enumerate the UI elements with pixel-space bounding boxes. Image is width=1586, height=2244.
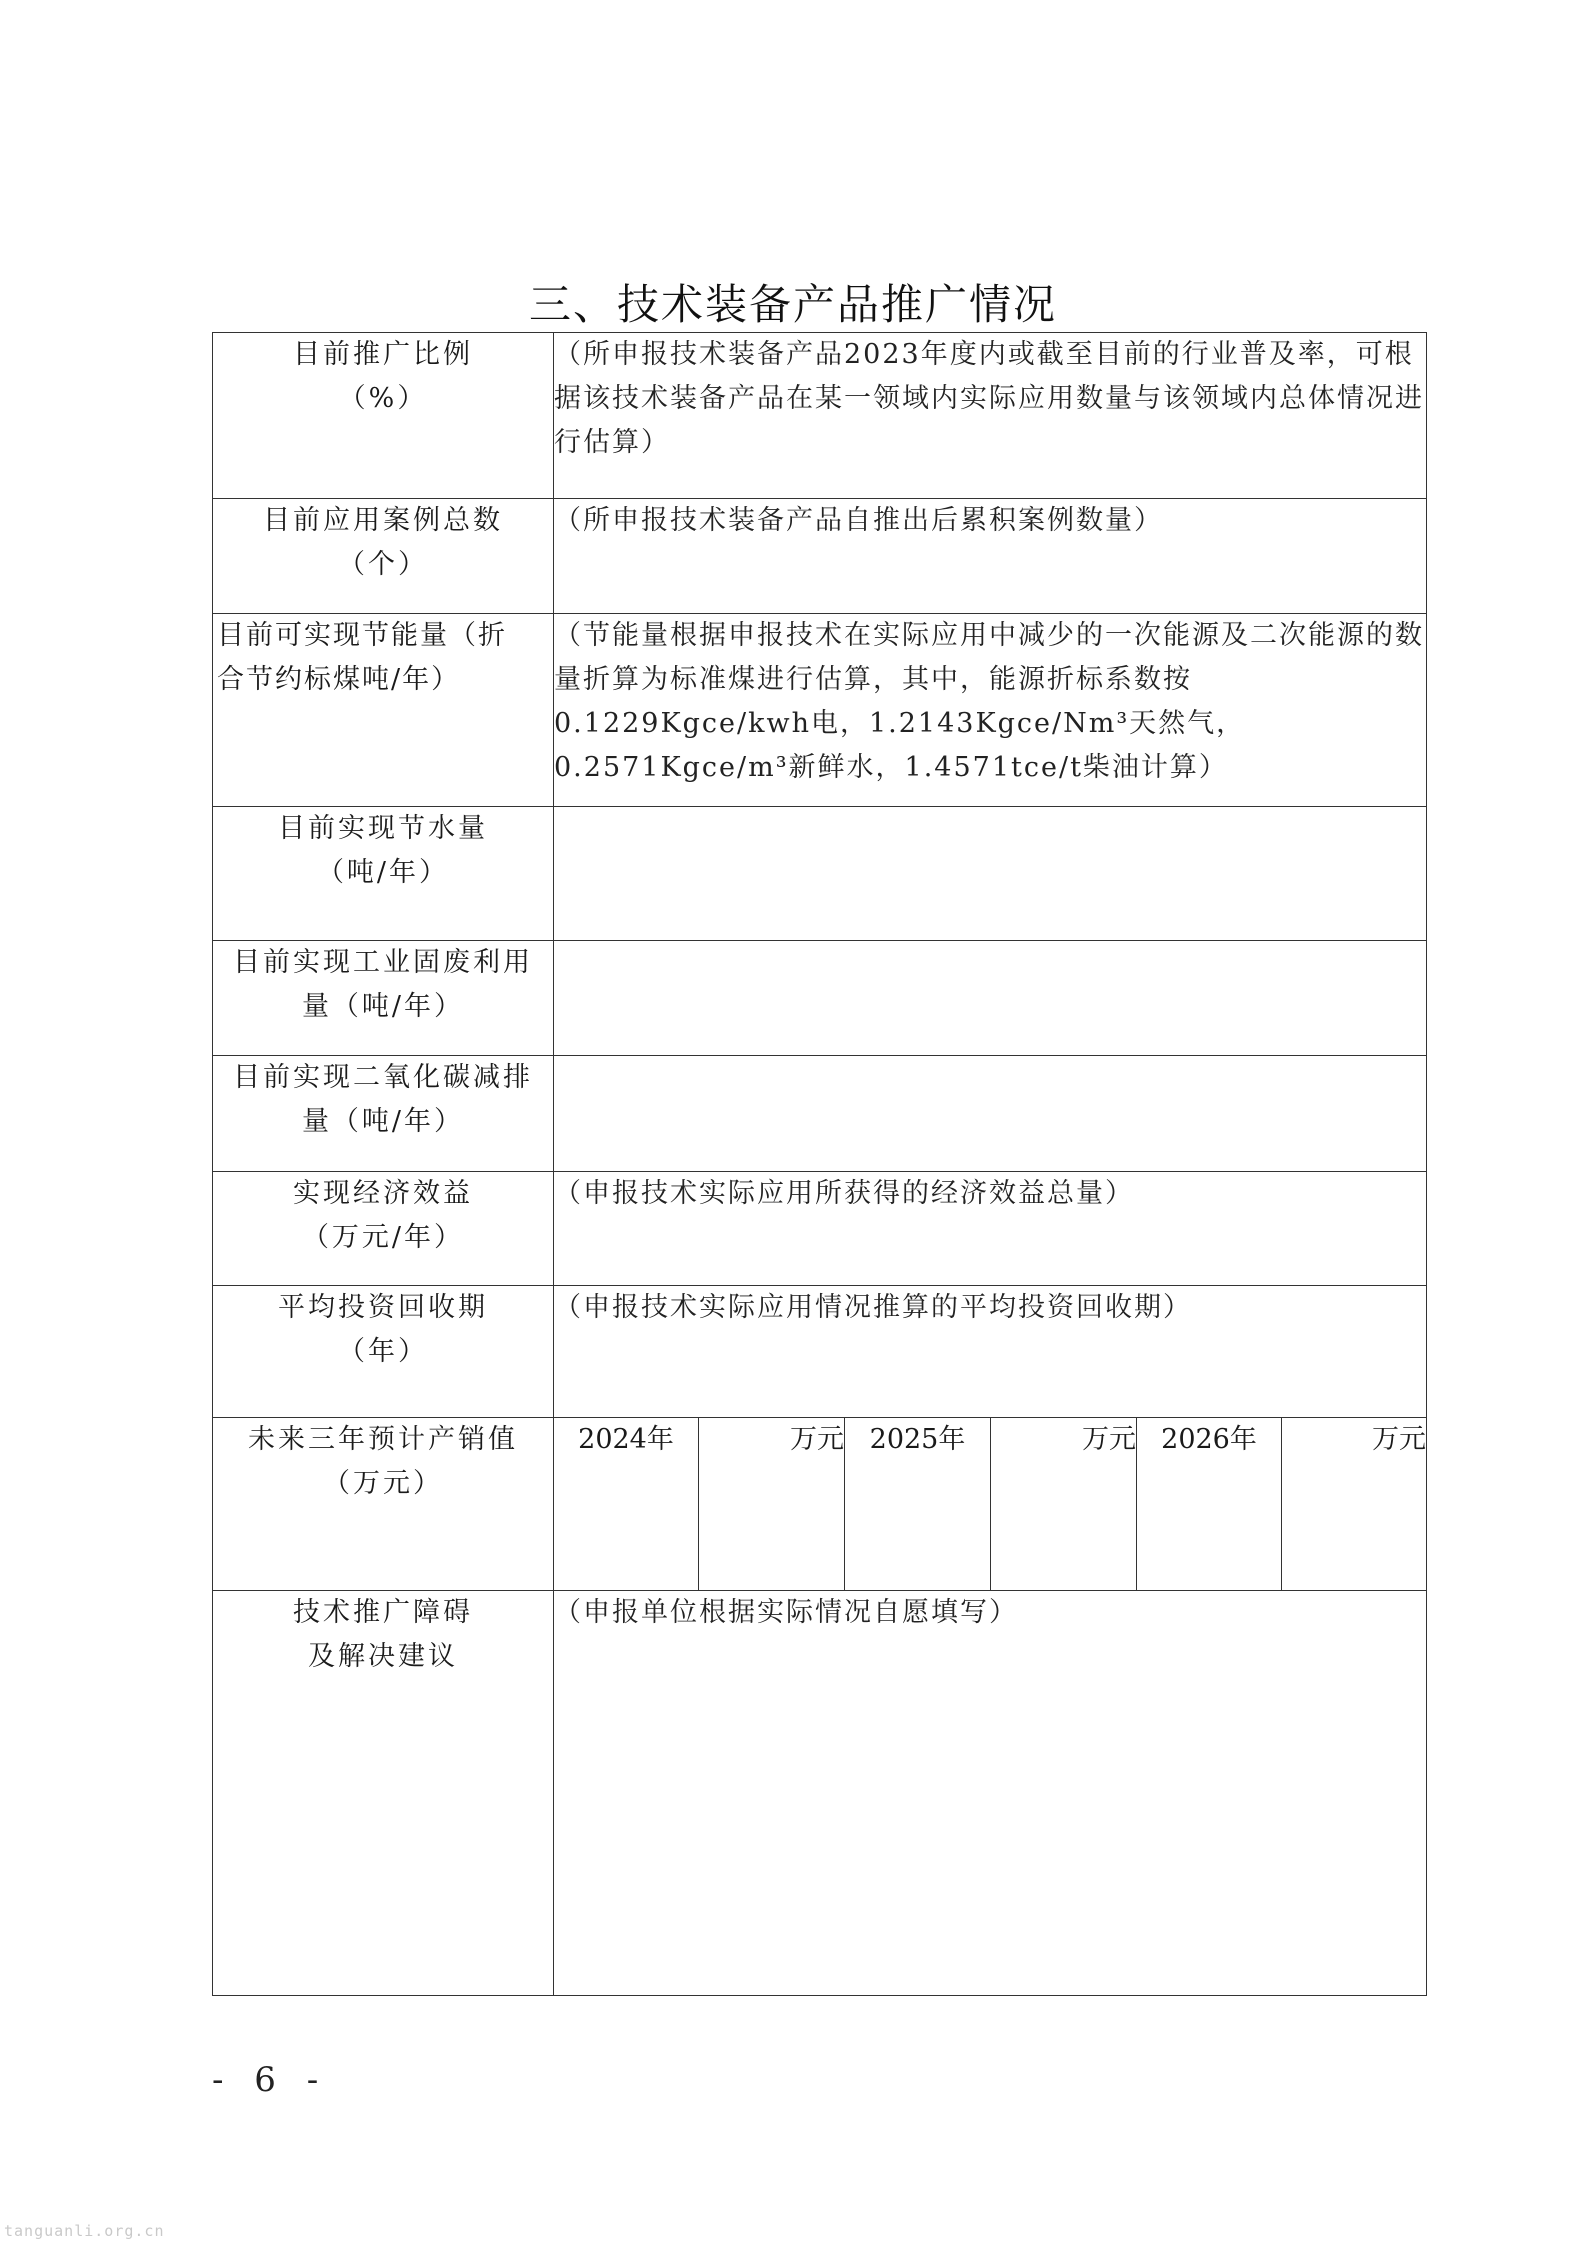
table-row [213,333,1427,499]
forecast-value-2026[interactable]: 万元 [1282,1418,1427,1591]
table-row [213,807,1427,941]
row-label-obstacles: 技术推广障碍 及解决建议 [213,1591,554,1996]
table-row [213,1418,1427,1591]
row-label-forecast: 未来三年预计产销值 （万元） [213,1418,554,1591]
row-label-co2-reduction: 目前实现二氧化碳减排 量（吨/年） [213,1056,554,1172]
forecast-year-2024: 2024年 [554,1418,699,1591]
row-label-payback-period: 平均投资回收期 （年） [213,1286,554,1418]
table-row [213,1286,1427,1418]
field-economic-benefit[interactable]: （申报技术实际应用所获得的经济效益总量） [554,1172,1427,1286]
row-label-promotion-ratio: 目前推广比例 （%） [213,333,554,499]
field-water-saving[interactable] [554,807,1427,941]
row-label-solid-waste: 目前实现工业固废利用 量（吨/年） [213,941,554,1056]
page-number: - 6 - [212,2060,329,2100]
field-promotion-ratio[interactable]: （所申报技术装备产品2023年度内或截至目前的行业普及率，可根据该技术装备产品在某一领域内实际应用数量与该领域内总体情况进行估算） [554,333,1427,499]
table-row [213,614,1427,807]
field-case-count[interactable]: （所申报技术装备产品自推出后累积案例数量） [554,499,1427,614]
field-co2-reduction[interactable] [554,1056,1427,1172]
forecast-year-2025: 2025年 [845,1418,991,1591]
table-row [213,941,1427,1056]
field-solid-waste[interactable] [554,941,1427,1056]
field-obstacles[interactable]: （申报单位根据实际情况自愿填写） [554,1591,1427,1996]
row-label-case-count: 目前应用案例总数 （个） [213,499,554,614]
field-payback-period[interactable]: （申报技术实际应用情况推算的平均投资回收期） [554,1286,1427,1418]
row-label-economic-benefit: 实现经济效益 （万元/年） [213,1172,554,1286]
table-row [213,1591,1427,1996]
page-title: 三、技术装备产品推广情况 [528,280,1057,329]
table-row [213,1172,1427,1286]
table-row [213,499,1427,614]
watermark: tanguanli.org.cn [4,2222,165,2240]
forecast-value-2025[interactable]: 万元 [991,1418,1137,1591]
forecast-year-2026: 2026年 [1137,1418,1282,1591]
forecast-value-2024[interactable]: 万元 [699,1418,845,1591]
table-row [213,1056,1427,1172]
field-energy-saving[interactable]: （节能量根据申报技术在实际应用中减少的一次能源及二次能源的数量折算为标准煤进行估算，其中，能源折标系数按0.1229Kgce/kwh电，1.2143Kgce/Nm³天然气，0.2571Kgce/m³新鲜水，1.4571tce/t柴油计算） [554,614,1427,807]
row-label-water-saving: 目前实现节水量 （吨/年） [213,807,554,941]
row-label-energy-saving: 目前可实现节能量（折 合节约标煤吨/年） [213,614,554,807]
promotion-table [212,332,1427,1996]
